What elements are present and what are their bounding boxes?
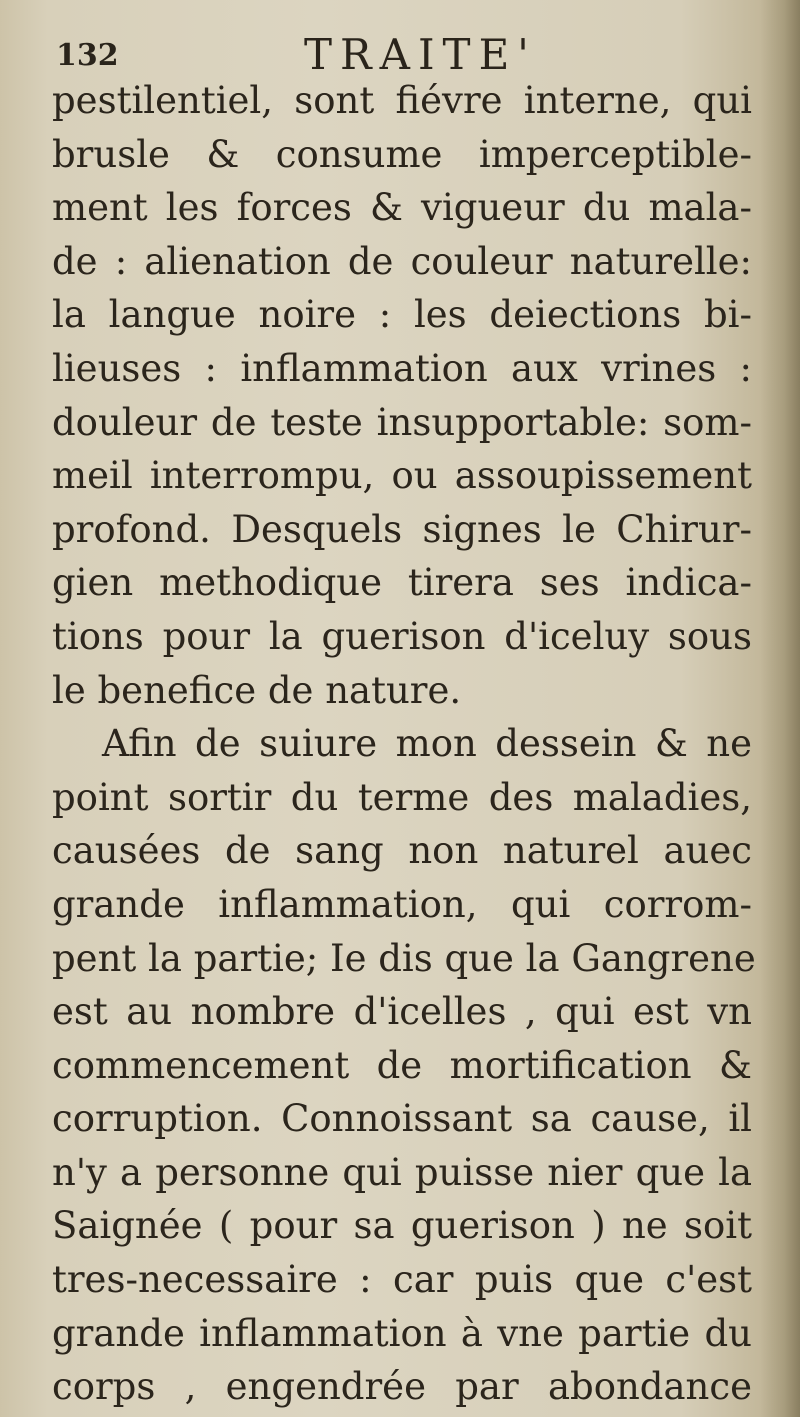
text-line: meil interrompu, ou assoupissement — [52, 454, 752, 498]
text-line: commencement de mortification & — [52, 1043, 752, 1087]
text-line: n'y a personne qui puisse nier que la — [52, 1150, 752, 1194]
text-line: lieuses : inflammation aux vrines : — [52, 346, 752, 390]
text-line: ment les forces & vigueur du mala- — [52, 186, 752, 230]
text-line: est au nombre d'icelles , qui est vn — [52, 990, 752, 1034]
paragraph-last-line: le benefice de nature. — [52, 668, 462, 712]
text-line: causées de sang non naturel auec — [52, 829, 752, 873]
text-line: brusle & consume imperceptible- — [52, 132, 752, 176]
text-line: corruption. Connoissant sa cause, il — [52, 1097, 752, 1141]
text-line: tions pour la guerison d'iceluy sous — [52, 614, 752, 658]
text-line: point sortir du terme des maladies, — [52, 775, 752, 819]
text-line: tres-necessaire : car puis que c'est — [52, 1258, 752, 1302]
text-line: grande inflammation, qui corrom- — [52, 882, 752, 926]
text-line: profond. Desquels signes le Chirur- — [52, 507, 752, 551]
text-line: Saignée ( pour sa guerison ) ne soit — [52, 1204, 752, 1248]
text-line: corps , engendrée par abondance — [52, 1365, 752, 1409]
text-line: douleur de teste insupportable: som- — [52, 400, 752, 444]
body-text — [52, 74, 756, 1414]
page-number: 132 — [56, 38, 119, 73]
text-line: pestilentiel, sont fiévre interne, qui — [52, 79, 752, 122]
text-line: gien methodique tirera ses indica- — [52, 561, 752, 605]
paragraph-first-line: Afin de suiure mon dessein & ne — [102, 722, 752, 766]
running-title: TRAITE' — [304, 30, 537, 79]
text-line: grande inflammation à vne partie du — [52, 1311, 752, 1355]
page-gutter-shadow — [760, 0, 800, 1417]
text-line: la langue noire : les deiections bi- — [52, 293, 752, 337]
text-line: de : alienation de couleur naturelle: — [52, 239, 752, 283]
text-line: pent la partie; Ie dis que la Gangrene — [52, 936, 756, 980]
